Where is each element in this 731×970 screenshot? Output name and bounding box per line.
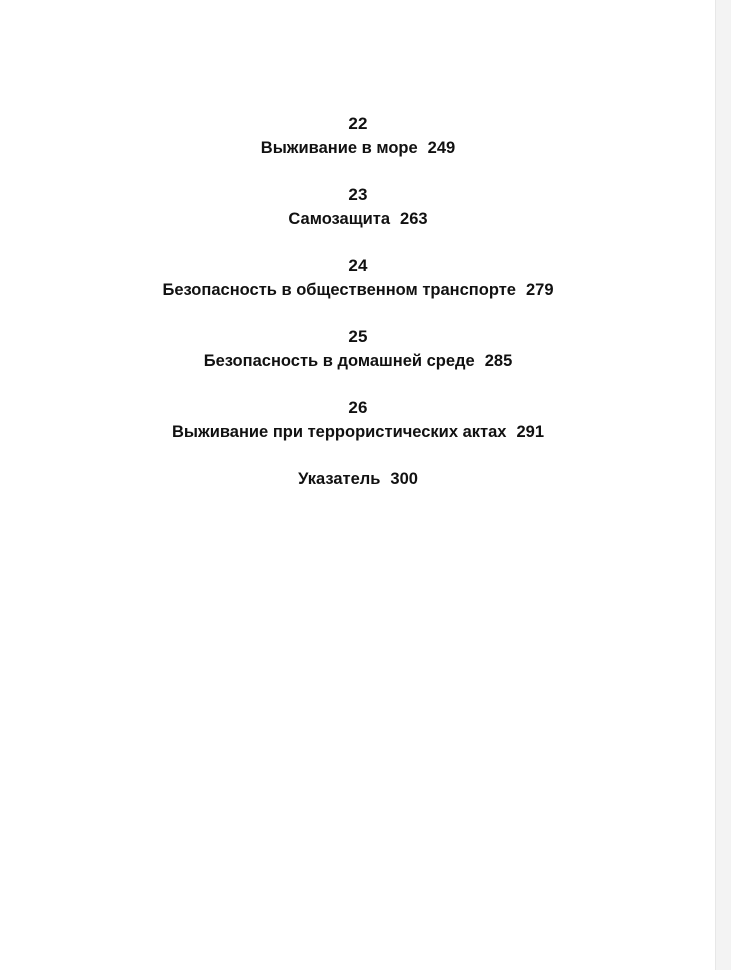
- chapter-number: 26: [348, 398, 368, 417]
- chapter-title-line: [0, 207, 716, 231]
- toc-chapter-24: [0, 254, 716, 302]
- chapter-title-line: [0, 420, 716, 444]
- toc-chapter-26: [0, 396, 716, 444]
- index-page-number: 300: [390, 470, 418, 488]
- chapter-number: 22: [348, 114, 368, 133]
- chapter-spacer: [0, 302, 716, 325]
- page-edge-strip: [715, 0, 731, 970]
- chapter-title: Самозащита: [288, 210, 391, 228]
- chapter-page-number: 285: [484, 352, 513, 370]
- chapter-page-number: 249: [427, 139, 456, 157]
- chapter-title: Безопасность в общественном транспорте: [162, 281, 516, 299]
- toc-chapter-25: [0, 325, 716, 373]
- chapter-title: Безопасность в домашней среде: [203, 352, 475, 370]
- chapter-page-number: 263: [400, 210, 428, 228]
- chapter-page-number: 291: [516, 423, 544, 441]
- index-title: Указатель: [298, 470, 381, 488]
- chapter-title: Выживание в море: [260, 139, 418, 157]
- chapter-number: 25: [348, 327, 368, 346]
- chapter-title-line: [0, 349, 716, 373]
- toc-index-entry: [0, 467, 716, 491]
- chapter-title-line: [0, 136, 716, 160]
- chapter-spacer: [0, 231, 716, 254]
- chapter-title-line: [0, 278, 716, 302]
- table-of-contents: [0, 112, 716, 491]
- chapter-number: 24: [348, 256, 368, 275]
- chapter-title: Выживание при террористических актах: [172, 423, 507, 441]
- chapter-spacer: [0, 160, 716, 183]
- toc-chapter-23: [0, 183, 716, 231]
- toc-chapter-22: [0, 112, 716, 160]
- chapter-spacer: [0, 373, 716, 396]
- chapter-number: 23: [348, 185, 368, 204]
- chapter-page-number: 279: [525, 281, 554, 299]
